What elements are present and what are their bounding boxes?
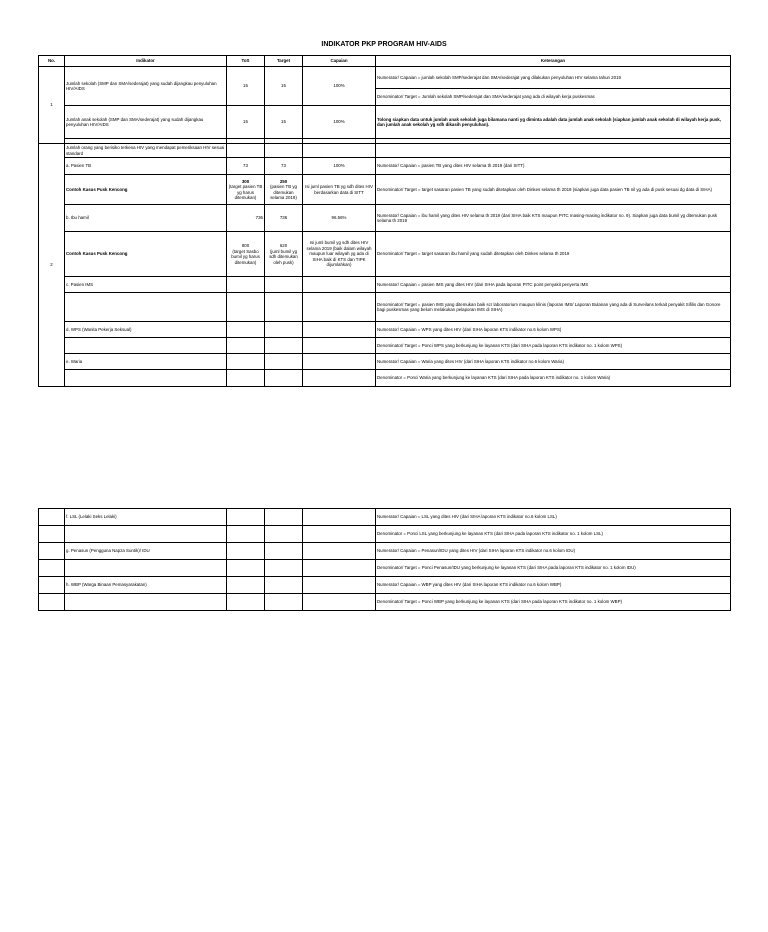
indicator-table-continued: [38, 508, 731, 611]
row-number: 2: [39, 144, 65, 387]
table-row: [39, 106, 731, 139]
capaian-cell: 100%: [303, 67, 376, 106]
indicator-cell: Jumlah orang yang berisiko terkena HIV yang mendapat pemeriksaan HIV sesuai standard: [65, 144, 227, 158]
capaian-cell: Isi juml pasien TB yg sdh dites HIV berdasarkan data di SITT: [303, 175, 376, 205]
row-number: 1: [39, 67, 65, 144]
capaian-cell: Isi juml bumil yg sdh dites HIV selama 2019 (baik dalam wilayah maupun luar wilayah yg ada di SIHA baik di KTS dan TIPK dijumlahkan): [303, 232, 376, 277]
tos-cell: 73: [227, 158, 265, 175]
table-row: [39, 144, 731, 158]
table-row: [39, 594, 731, 611]
target-cell: 250 (pasien TB yg ditemukan selama 2019): [265, 175, 303, 205]
keterangan-cell: Denominator/ Target = Jumlah sekolah SMP/sederajat dan SMA/sederajat yang ada di wilayah kerja puskesmas: [376, 89, 731, 106]
indicator-cell: Contoh Kasus Pusk Kencong: [65, 175, 227, 205]
keterangan-cell: Numerator/ Capaian = Waria yang dites HIV (dari SIHA laporan KTS indikator no.6 kolom Waria): [376, 354, 731, 370]
keterangan-cell: Denominator/ Target = Ponci Penasun/IDU yang berkunjung ke layanan KTS (dari SIHA pada laporan KTS indikator no. 1 kolom IDU): [376, 560, 731, 577]
capaian-cell: 96.56%: [303, 205, 376, 232]
keterangan-cell: Numerator/ Capaian = Penasun/IDU yang dites HIV (dari SIHA laporan KTS indikator no.6 kolom IDU): [376, 543, 731, 560]
keterangan-cell: Denominator/ Target = pasien IMS yang ditemukan baik scr laboratorium maupun klinis (laporan IMS/ Laporan Bulanan yang ada di Surveilans terkait penyakit Sifilis dan Gonore bagi puskesmas yang belum melakukan pelaporan IMS di SIHA): [376, 293, 731, 322]
keterangan-cell: Denominator/ Target = Ponci WBP yang berkunjung ke layanan KTS (dari SIHA pada laporan KTS indikator no. 1 kolom WBP): [376, 594, 731, 611]
keterangan-cell: Denominator = Ponci Waria yang berkunjung ke layanan KTS (dari SIHA pada laporan KTS indikator no. 1 kolom Waria): [376, 370, 731, 387]
tos-cell: 15: [227, 67, 265, 106]
header-tos: ToS: [227, 56, 265, 67]
table-row: [39, 322, 731, 338]
table-row: [39, 293, 731, 322]
target-cell: 620 (juml bumil yg sdh ditemukan oleh pusk): [265, 232, 303, 277]
table-row: [39, 543, 731, 560]
indicator-cell: e. Waria: [65, 354, 227, 370]
header-keterangan: Keterangan: [376, 56, 731, 67]
keterangan-cell: Numerator/ Capaian = WBP yang dites HIV (dari SIHA laporan KTS indikator no.6 kolom WBP): [376, 577, 731, 594]
table-row: [39, 158, 731, 175]
keterangan-cell: Numerator/ Capaian = WPS yang dites HIV (dari SIHA laporan KTS indikator no.6 kolom WPS): [376, 322, 731, 338]
indicator-cell: h. WBP (Warga Binaan Pemasyarakatan): [65, 577, 227, 594]
tos-cell: 15: [227, 106, 265, 139]
indicator-cell: c. Pasien IMS: [65, 277, 227, 293]
table-row: [39, 526, 731, 543]
indicator-cell: d. WPS (Wanita Pekerja Seksual): [65, 322, 227, 338]
keterangan-cell: Denominator = Ponci LSL yang berkunjung ke layanan KTS (dari SIHA pada laporan KTS indikator no. 1 kolom LSL): [376, 526, 731, 543]
keterangan-cell: Denominator/ Target = Ponci WPS yang berkunjung ke layanan KTS (dari SIHA pada laporan KTS indikator no. 1 kolom WPS): [376, 338, 731, 354]
capaian-cell: 100%: [303, 106, 376, 139]
header-target: Target: [265, 56, 303, 67]
table-row: [39, 67, 731, 89]
keterangan-cell: Numerator/ Capaian = jumlah sekolah SMP/sederajat dan SMA/sederajat yang dilakukan penyuluhan HIV selama tahun 2019: [376, 67, 731, 89]
tos-cell: 800 (target Sasbo bumil yg harus ditemukan): [227, 232, 265, 277]
indicator-cell: Jumlah anak sekolah (SMP dan SMA/sederajat) yang sudah dijangkau penyuluhan HIV/AIDS: [65, 106, 227, 139]
table-header-row: [39, 56, 731, 67]
table-row: [39, 338, 731, 354]
table-row: [39, 509, 731, 526]
header-no: No.: [39, 56, 65, 67]
target-cell: 73: [265, 158, 303, 175]
table-row: [39, 560, 731, 577]
header-indikator: Indikator: [65, 56, 227, 67]
target-cell: 736: [265, 205, 303, 232]
tos-cell: 736: [227, 205, 265, 232]
keterangan-cell: Denominator/ Target = target sasaran ibu hamil yang sudah ditetapkan oleh Dinkes selama th 2019: [376, 232, 731, 277]
table-row: [39, 577, 731, 594]
table-row: [39, 277, 731, 293]
header-capaian: Capaian: [303, 56, 376, 67]
keterangan-cell: Tolong siapkan data untuk jumlah anak sekolah juga bilamana nanti yg diminta adalah data jumlah anak sekolah (siapkan jumlah anak sekolah di wilayah kerja pusk, dan jumlah anak sekolah yg sdh dikasih penyuluhan).: [376, 106, 731, 139]
indicator-cell: g. Penasun (Pengguna Napza Suntik)/ IDU: [65, 543, 227, 560]
table-row: [39, 232, 731, 277]
table-row: [39, 175, 731, 205]
indicator-cell: f. LSL (Lelaki Seks Lelaki): [65, 509, 227, 526]
table-row: [39, 205, 731, 232]
indicator-cell: a. Pasien TB: [65, 158, 227, 175]
indicator-cell: b. Ibu hamil: [65, 205, 227, 232]
table-row: [39, 354, 731, 370]
indicator-cell: Jumlah sekolah (SMP dan SMA/sederajat) yang sudah dijangkau penyuluhan HIV/AIDS: [65, 67, 227, 106]
indicator-cell: Contoh Kasus Pusk Kencong: [65, 232, 227, 277]
table-row: [39, 370, 731, 387]
keterangan-cell: Numerator/ Capaian = ibu hamil yang dites HIV selama th 2019 (dari SIHA baik KTS maupun PITC masing-masing indikator no. 9). Siapkan juga data bumil yg ditemukan pusk selama th 2019: [376, 205, 731, 232]
indicator-table: [38, 55, 731, 387]
document-title: INDIKATOR PKP PROGRAM HIV-AIDS: [321, 41, 447, 48]
keterangan-cell: Numerator/ Capaian = LSL yang dites HIV (dari SIHA laporan KTS indikator no.6 kolom LSL): [376, 509, 731, 526]
target-cell: 15: [265, 67, 303, 106]
keterangan-cell: Denominator/ Target = target sasaran pasien TB yang sudah ditetapkan oleh Dinkes selama th 2019 (siapkan juga data pasien TB nil yg ada di pusk sesuai dg data di SIHA): [376, 175, 731, 205]
keterangan-cell: Numerator/ Capaian = pasien IMS yang dites HIV (dari SIHA pada laporan PITC point penyakit penyerta IMS: [376, 277, 731, 293]
target-cell: 15: [265, 106, 303, 139]
tos-cell: 300 (target pasien TB yg harus ditemukan): [227, 175, 265, 205]
capaian-cell: 100%: [303, 158, 376, 175]
keterangan-cell: Numerator/ Capaian = pasien TB yang dites HIV selama th 2019 (dari SITT): [376, 158, 731, 175]
